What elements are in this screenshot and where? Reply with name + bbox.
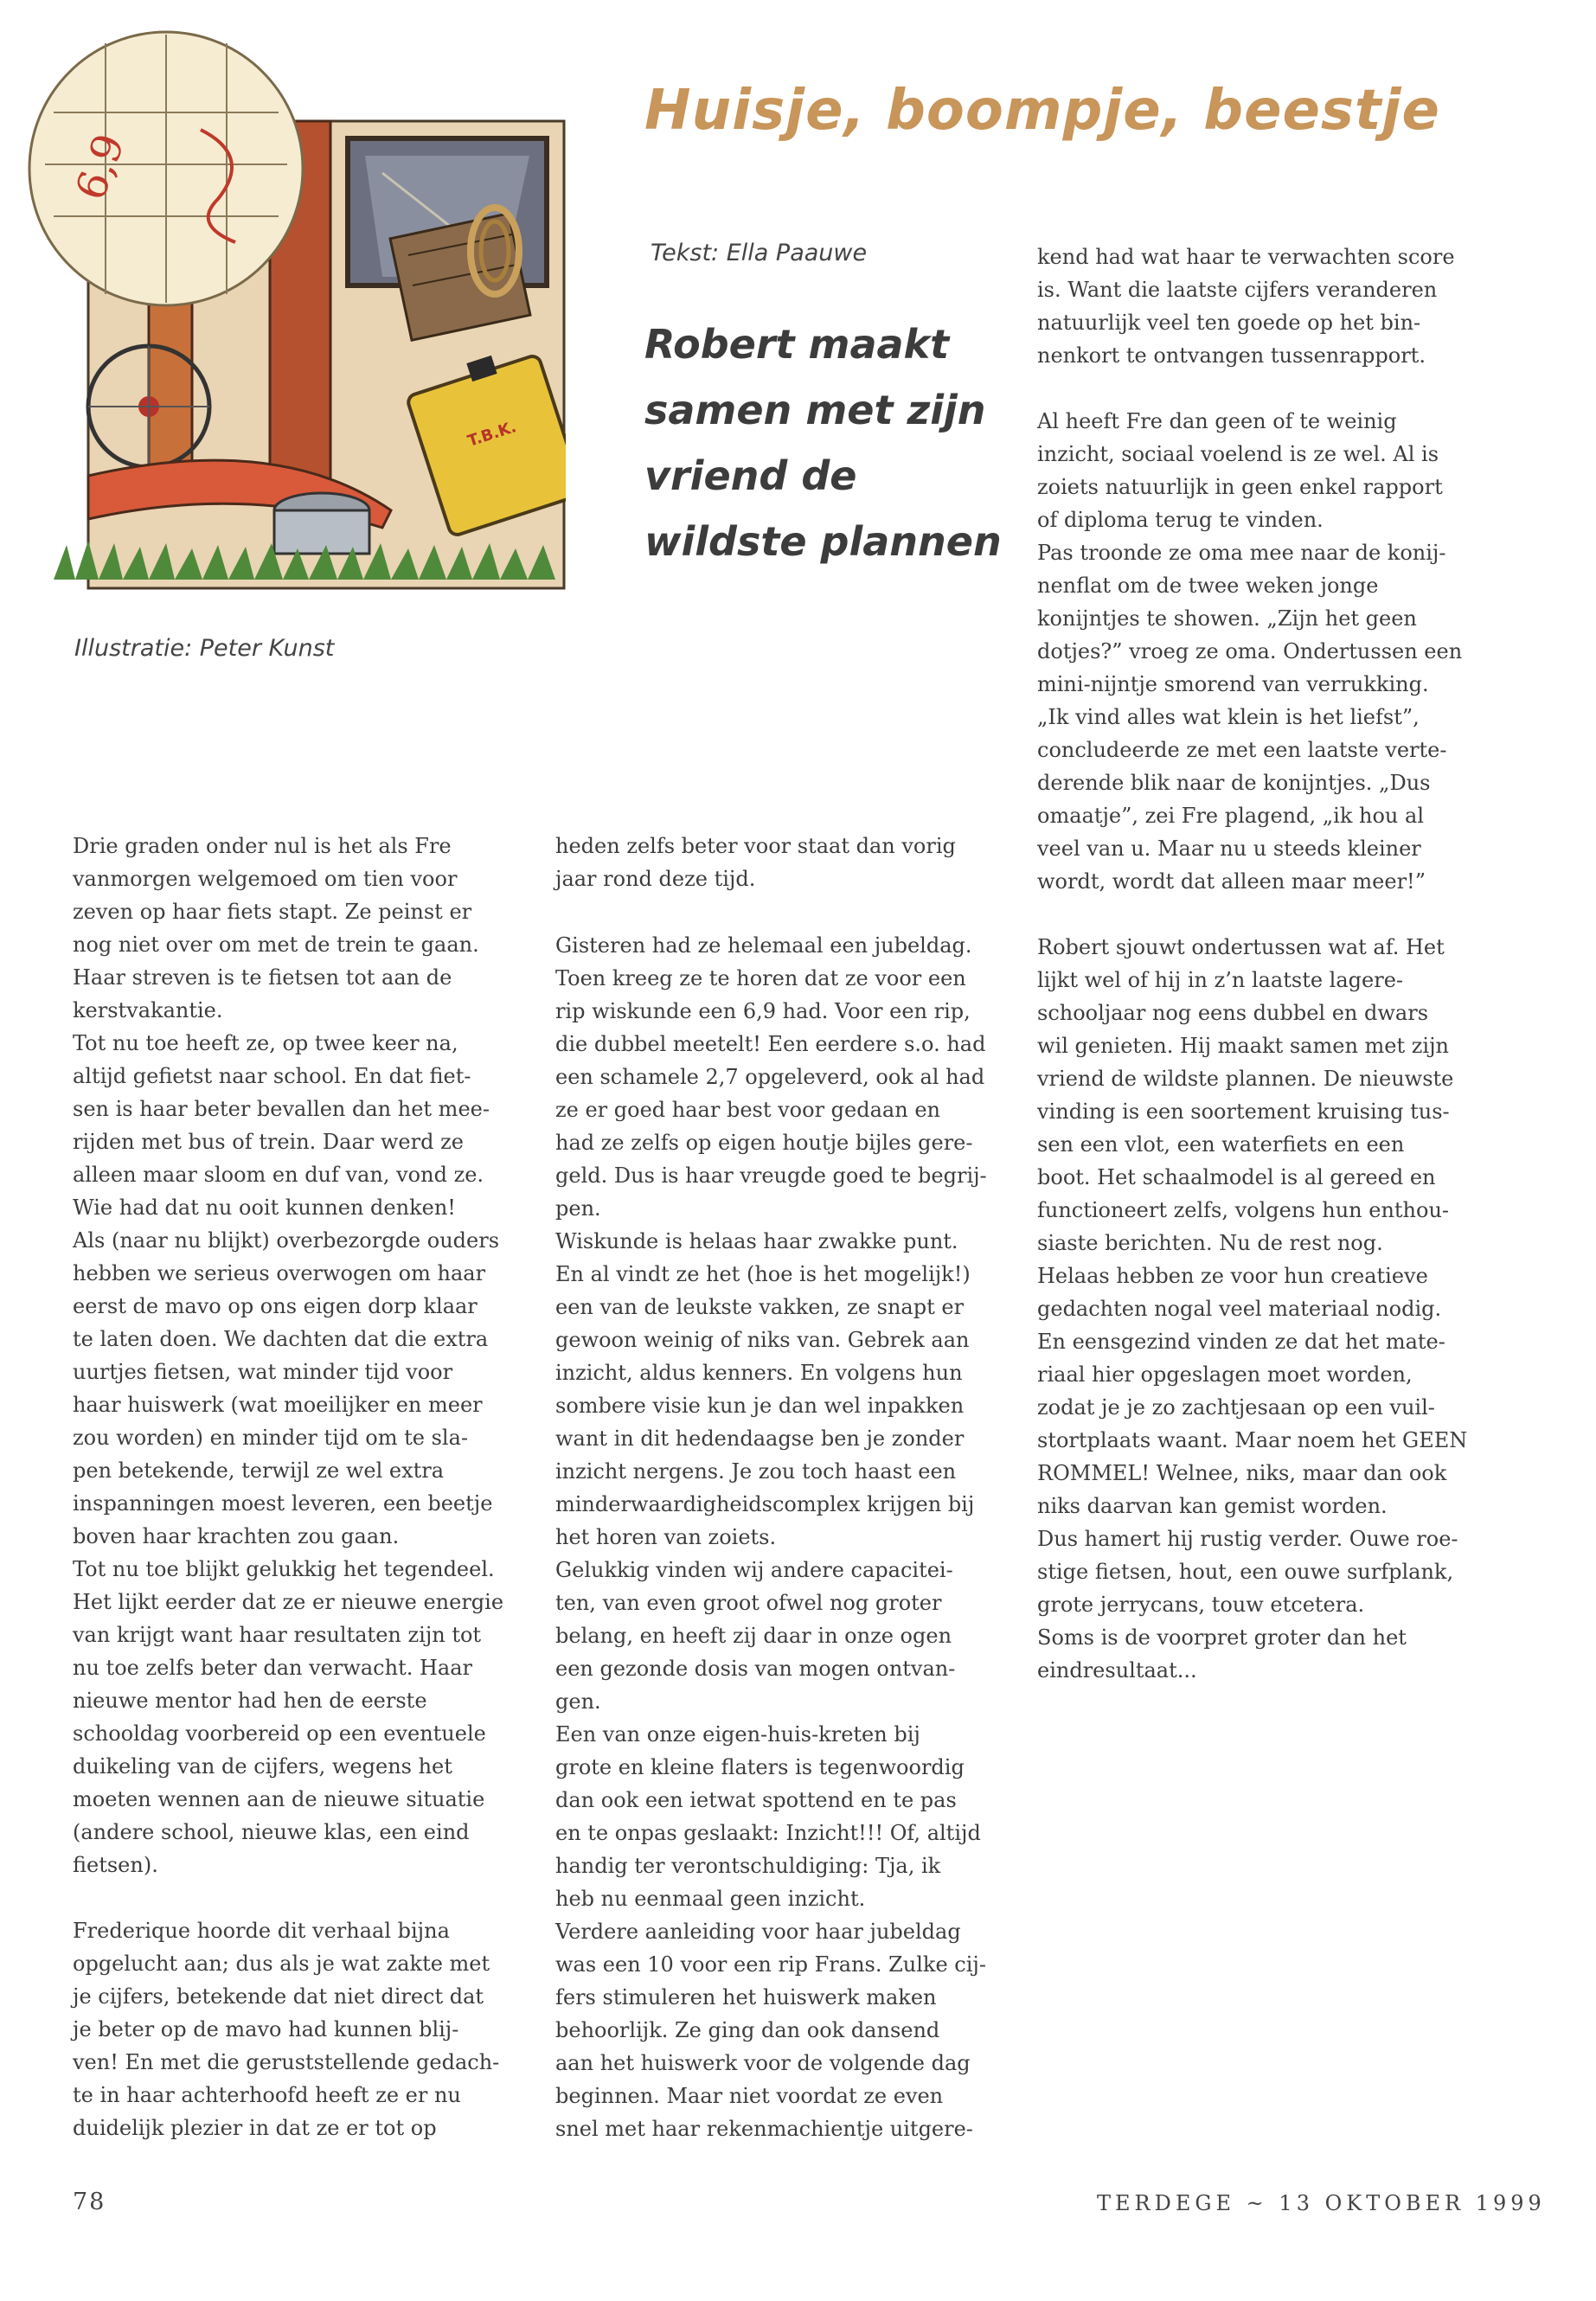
text-line: eindresultaat... xyxy=(1037,1658,1197,1682)
text-line: inzicht, sociaal voelend is ze wel. Al is xyxy=(1037,442,1439,466)
text-line: riaal hier opgeslagen moet worden, xyxy=(1037,1362,1413,1387)
subtitle-line: vriend de xyxy=(644,452,857,499)
text-line: kerstvakantie. xyxy=(73,998,223,1022)
text-line: wordt, wordt dat alleen maar meer!” xyxy=(1037,869,1426,894)
illustration-credit: Illustratie: Peter Kunst xyxy=(74,635,335,662)
magazine-issue: TERDEGE ~ 13 OKTOBER 1999 xyxy=(1097,2191,1546,2215)
text-line: Als (naar nu blijkt) overbezorgde ouders xyxy=(73,1228,500,1253)
text-line: want in dit hedendaagse ben je zonder xyxy=(555,1426,965,1451)
text-line: een van de leukste vakken, ze snapt er xyxy=(555,1295,965,1319)
text-line: pen betekende, terwijl ze wel extra xyxy=(73,1458,445,1483)
text-line: ROMMEL! Welnee, niks, maar dan ook xyxy=(1037,1461,1447,1485)
text-line: (andere school, nieuwe klas, een eind xyxy=(73,1820,470,1844)
text-line: te laten doen. We dachten dat die extra xyxy=(73,1327,489,1351)
text-line: te in haar achterhoofd heeft ze er nu xyxy=(73,2083,461,2107)
article-subtitle xyxy=(644,311,1016,574)
text-line: minderwaardigheidscomplex krijgen bij xyxy=(555,1492,975,1516)
text-line: is. Want die laatste cijfers veranderen xyxy=(1037,278,1438,302)
text-line: grote jerrycans, touw etcetera. xyxy=(1037,1593,1365,1617)
text-line: mini-nijntje smorend van verrukking. xyxy=(1037,672,1429,696)
text-line: zodat je je zo zachtjesaan op een vuil- xyxy=(1037,1395,1435,1420)
text-line: gedachten nogal veel materiaal nodig. xyxy=(1037,1297,1442,1321)
text-line: beginnen. Maar niet voordat ze even xyxy=(555,2084,944,2108)
sign-text: T.B.K. xyxy=(465,418,519,451)
text-line: fers stimuleren het huiswerk maken xyxy=(555,1985,937,2009)
text-line: zeven op haar fiets stapt. Ze peinst er xyxy=(73,900,472,924)
body-column-1 xyxy=(73,830,531,2144)
subtitle-line: samen met zijn xyxy=(644,387,986,433)
body-column-2-top xyxy=(555,830,1005,895)
text-line: zou worden) en minder tijd om te sla- xyxy=(73,1426,468,1450)
text-line: handig ter verontschuldiging: Tja, ik xyxy=(555,1854,941,1878)
text-line: Tot nu toe blijkt gelukkig het tegendeel. xyxy=(73,1557,495,1581)
text-line: Gelukkig vinden wij andere capacitei- xyxy=(555,1558,953,1582)
text-line: Al heeft Fre dan geen of te weinig xyxy=(1037,409,1397,433)
text-line: En al vindt ze het (hoe is het mogelijk!) xyxy=(555,1262,971,1286)
text-line: Pas troonde ze oma mee naar de konij- xyxy=(1037,541,1446,565)
text-line: aan het huiswerk voor de volgende dag xyxy=(555,2051,971,2075)
text-line: vinding is een soortement kruising tus- xyxy=(1037,1099,1450,1124)
text-line: duidelijk plezier in dat ze er tot op xyxy=(73,2116,437,2140)
text-line: concludeerde ze met een laatste verte- xyxy=(1037,738,1447,762)
body-column-2 xyxy=(555,929,1005,2145)
text-line: en te onpas geslaakt: Inzicht!!! Of, altijd xyxy=(555,1821,981,1845)
text-line: vanmorgen welgemoed om tien voor xyxy=(73,867,458,891)
text-line: Wie had dat nu ooit kunnen denken! xyxy=(73,1195,456,1220)
svg-text:6,9: 6,9 xyxy=(66,127,135,207)
text-line: boven haar krachten zou gaan. xyxy=(73,1524,400,1548)
text-line: je cijfers, betekende dat niet direct dat xyxy=(73,1984,484,2009)
text-line: boot. Het schaalmodel is al gereed en xyxy=(1037,1165,1436,1189)
text-line: geld. Dus is haar vreugde goed te begrij- xyxy=(555,1163,987,1188)
text-line: Wiskunde is helaas haar zwakke punt. xyxy=(555,1229,958,1253)
text-line: Helaas hebben ze voor hun creatieve xyxy=(1037,1264,1428,1288)
text-line: sombere visie kun je dan wel inpakken xyxy=(555,1394,965,1418)
text-line: functioneert zelfs, volgens hun enthou- xyxy=(1037,1198,1450,1222)
text-line: nenflat om de twee weken jonge xyxy=(1037,574,1379,598)
text-line: was een 10 voor een rip Frans. Zulke cij- xyxy=(555,1952,986,1977)
text-line: gewoon weinig of niks van. Gebrek aan xyxy=(555,1328,970,1352)
text-line: stortplaats waant. Maar noem het GEEN xyxy=(1037,1428,1468,1452)
text-line: Toen kreeg ze te horen dat ze voor een xyxy=(555,966,966,990)
text-line: nieuwe mentor had hen de eerste xyxy=(73,1689,427,1713)
text-line: sen een vlot, een waterfiets en een xyxy=(1037,1132,1405,1157)
text-line: konijntjes te showen. „Zijn het geen xyxy=(1037,606,1417,631)
text-line: ven! En met die geruststellende gedach- xyxy=(73,2050,500,2074)
text-line: schooljaar nog eens dubbel en dwars xyxy=(1037,1001,1429,1025)
text-line: een schamele 2,7 opgeleverd, ook al had xyxy=(555,1065,985,1089)
text-line: belang, en heeft zij daar in onze ogen xyxy=(555,1624,952,1648)
text-line: je beter op de mavo had kunnen blij- xyxy=(73,2017,459,2041)
body-column-3 xyxy=(1037,240,1496,1687)
text-line: nenkort te ontvangen tussenrapport. xyxy=(1037,343,1426,368)
text-line: pen. xyxy=(555,1196,601,1221)
text-line: Gisteren had ze helemaal een jubeldag. xyxy=(555,933,972,958)
text-line: nu toe zelfs beter dan verwacht. Haar xyxy=(73,1656,472,1680)
text-line: wil genieten. Hij maakt samen met zijn xyxy=(1037,1034,1449,1058)
text-line: Het lijkt eerder dat ze er nieuwe energie xyxy=(73,1590,504,1614)
text-line: inzicht nergens. Je zou toch haast een xyxy=(555,1459,957,1484)
text-line: derende blik naar de konijntjes. „Dus xyxy=(1037,771,1431,795)
text-line: hebben we serieus overwogen om haar xyxy=(73,1261,486,1285)
text-line: inzicht, aldus kenners. En volgens hun xyxy=(555,1361,963,1385)
text-line: behoorlijk. Ze ging dan ook dansend xyxy=(555,2018,940,2042)
text-line: niks daarvan kan gemist worden. xyxy=(1037,1494,1388,1518)
text-line: van krijgt want haar resultaten zijn tot xyxy=(73,1623,482,1647)
text-line: zoiets natuurlijk in geen enkel rapport xyxy=(1037,475,1443,499)
text-line: Verdere aanleiding voor haar jubeldag xyxy=(555,1920,961,1944)
text-line: schooldag voorbereid op een eventuele xyxy=(73,1721,486,1746)
text-line: alleen maar sloom en duf van, vond ze. xyxy=(73,1163,484,1187)
text-line: Haar streven is te fietsen tot aan de xyxy=(73,965,452,990)
text-line: lijkt wel of hij in z’n laatste lagere- xyxy=(1037,968,1404,992)
text-line: Een van onze eigen-huis-kreten bij xyxy=(555,1722,920,1747)
text-line: nog niet over om met de trein te gaan. xyxy=(73,933,479,957)
text-line: uurtjes fietsen, wat minder tijd voor xyxy=(73,1360,453,1384)
text-line: haar huiswerk (wat moeilijker en meer xyxy=(73,1393,483,1417)
text-line: siaste berichten. Nu de rest nog. xyxy=(1037,1231,1383,1255)
text-line: Dus hamert hij rustig verder. Ouwe roe- xyxy=(1037,1527,1458,1551)
text-line: snel met haar rekenmachientje uitgere- xyxy=(555,2117,973,2141)
text-line: heden zelfs beter voor staat dan vorig xyxy=(555,834,956,858)
text-line: stige fietsen, hout, een ouwe surfplank, xyxy=(1037,1560,1454,1584)
text-line xyxy=(1037,372,1496,405)
text-line xyxy=(1037,898,1496,931)
text-line: een gezonde dosis van mogen ontvan- xyxy=(555,1657,956,1681)
subtitle-line: Robert maakt xyxy=(644,321,950,368)
text-line: duikeling van de cijfers, wegens het xyxy=(73,1754,452,1779)
text-line: fietsen). xyxy=(73,1853,158,1877)
text-line: dan ook een ietwat spottend en te pas xyxy=(555,1788,957,1812)
text-line: ze er goed haar best voor gedaan en xyxy=(555,1098,940,1122)
text-line: gen. xyxy=(555,1689,601,1714)
text-line: opgelucht aan; dus als je wat zakte met xyxy=(73,1952,490,1976)
text-line: Robert sjouwt ondertussen wat af. Het xyxy=(1037,935,1445,959)
text-line: sen is haar beter bevallen dan het mee- xyxy=(73,1097,490,1121)
text-line: jaar rond deze tijd. xyxy=(555,867,756,891)
text-line: rip wiskunde een 6,9 had. Voor een rip, xyxy=(555,999,971,1023)
cartoon-shed-icon xyxy=(19,26,566,590)
text-line: vriend de wildste plannen. De nieuwste xyxy=(1037,1067,1454,1091)
text-line: moeten wennen aan de nieuwe situatie xyxy=(73,1787,485,1811)
text-line: omaatje”, zei Fre plagend, „ik hou al xyxy=(1037,804,1424,828)
text-line: het horen van zoiets. xyxy=(555,1525,777,1549)
text-line: dotjes?” vroeg ze oma. Ondertussen een xyxy=(1037,639,1463,663)
text-line: kend had wat haar te verwachten score xyxy=(1037,245,1455,269)
text-line: rijden met bus of trein. Daar werd ze xyxy=(73,1130,464,1154)
text-line: altijd gefietst naar school. En dat fiet- xyxy=(73,1064,471,1088)
text-line: die dubbel meetelt! Een eerdere s.o. had xyxy=(555,1032,986,1056)
article-title: Huisje, boompje, beestje xyxy=(644,79,1440,143)
article-illustration xyxy=(19,26,566,590)
text-line: inspanningen moest leveren, een beetje xyxy=(73,1491,493,1516)
subtitle-line: wildste plannen xyxy=(644,518,1002,565)
text-line: heb nu eenmaal geen inzicht. xyxy=(555,1887,866,1911)
text-line: grote en kleine flaters is tegenwoordig xyxy=(555,1755,965,1779)
text-line: veel van u. Maar nu u steeds kleiner xyxy=(1037,836,1421,861)
text-line: Drie graden onder nul is het als Fre xyxy=(73,834,452,858)
text-line: En eensgezind vinden ze dat het mate- xyxy=(1037,1330,1445,1354)
text-line: natuurlijk veel ten goede op het bin- xyxy=(1037,311,1421,335)
text-line: of diploma terug te vinden. xyxy=(1037,508,1324,532)
text-line: eerst de mavo op ons eigen dorp klaar xyxy=(73,1294,478,1318)
text-line: Soms is de voorpret groter dan het xyxy=(1037,1625,1407,1650)
text-line: ten, van even groot ofwel nog groter xyxy=(555,1591,942,1615)
page-number: 78 xyxy=(73,2189,106,2215)
text-line xyxy=(73,1881,531,1914)
text-line: Frederique hoorde dit verhaal bijna xyxy=(73,1919,450,1943)
text-line: Tot nu toe heeft ze, op twee keer na, xyxy=(73,1031,458,1055)
text-line: had ze zelfs op eigen houtje bijles gere- xyxy=(555,1131,973,1155)
author-credit: Tekst: Ella Paauwe xyxy=(651,240,868,266)
text-line: „Ik vind alles wat klein is het liefst”, xyxy=(1037,705,1420,729)
